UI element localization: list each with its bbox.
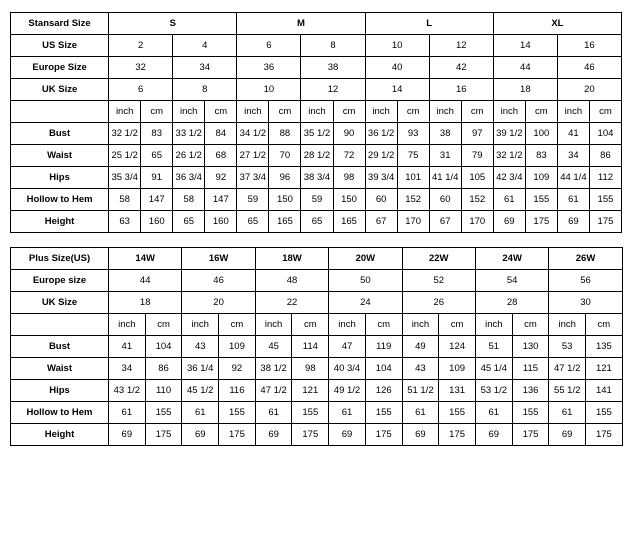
table-cell: 61 [329, 402, 366, 424]
table-cell: 16 [557, 35, 621, 57]
table-cell: 42 [429, 57, 493, 79]
table-cell: 112 [589, 167, 621, 189]
table-cell: 101 [397, 167, 429, 189]
table-cell: 68 [205, 145, 237, 167]
table-cell: 37 3/4 [237, 167, 269, 189]
group-header: 22W [402, 248, 475, 270]
unit-cell: cm [141, 101, 173, 123]
unit-cell: cm [365, 314, 402, 336]
table-cell: 51 [475, 336, 512, 358]
table-cell: 45 [255, 336, 292, 358]
table-row [11, 57, 622, 79]
table-row [11, 358, 623, 380]
table-row [11, 336, 623, 358]
group-header: 16W [182, 248, 255, 270]
table-cell: 55 1/2 [549, 380, 586, 402]
table-cell: 121 [586, 358, 623, 380]
table-cell: 175 [589, 211, 621, 233]
table-cell: 20 [557, 79, 621, 101]
table-cell: 86 [589, 145, 621, 167]
table-cell: 61 [109, 402, 146, 424]
table-cell: 88 [269, 123, 301, 145]
table-cell: 124 [439, 336, 476, 358]
unit-cell: cm [145, 314, 182, 336]
table-cell: 59 [301, 189, 333, 211]
table-cell: 130 [512, 336, 549, 358]
table-cell: 45 1/4 [475, 358, 512, 380]
unit-cell: inch [557, 101, 589, 123]
table-cell: 48 [255, 270, 328, 292]
unit-cell: inch [402, 314, 439, 336]
table-cell: 116 [219, 380, 256, 402]
table-cell: 43 [402, 358, 439, 380]
table-cell: 175 [292, 424, 329, 446]
table-cell: 41 [109, 336, 146, 358]
table-cell: 141 [586, 380, 623, 402]
unit-cell: inch [475, 314, 512, 336]
table-cell: 53 1/2 [475, 380, 512, 402]
table-cell: 114 [292, 336, 329, 358]
table-row [11, 402, 623, 424]
row-label: Height [11, 424, 109, 446]
table-cell: 109 [219, 336, 256, 358]
table-cell: 155 [292, 402, 329, 424]
table-cell: 28 1/2 [301, 145, 333, 167]
table-cell: 51 1/2 [402, 380, 439, 402]
table-cell: 170 [397, 211, 429, 233]
table-cell: 69 [549, 424, 586, 446]
table-cell: 42 3/4 [493, 167, 525, 189]
table-cell: 28 [475, 292, 548, 314]
table-cell: 152 [397, 189, 429, 211]
table-cell: 131 [439, 380, 476, 402]
table-cell: 104 [145, 336, 182, 358]
table-cell: 175 [219, 424, 256, 446]
table-cell: 69 [182, 424, 219, 446]
row-label: Waist [11, 358, 109, 380]
unit-cell: inch [182, 314, 219, 336]
table-cell: 49 [402, 336, 439, 358]
table-cell: 40 3/4 [329, 358, 366, 380]
row-label: Bust [11, 123, 109, 145]
row-label: Europe Size [11, 57, 109, 79]
table-row [11, 167, 622, 189]
table-cell: 155 [586, 402, 623, 424]
table-row [11, 248, 623, 270]
table-cell: 35 1/2 [301, 123, 333, 145]
row-label: US Size [11, 35, 109, 57]
table-row [11, 145, 622, 167]
table-cell: 98 [333, 167, 365, 189]
table-cell: 47 [329, 336, 366, 358]
table-cell: 105 [461, 167, 493, 189]
row-label: Bust [11, 336, 109, 358]
row-label: Hips [11, 167, 109, 189]
table-cell: 8 [301, 35, 365, 57]
table-cell: 150 [269, 189, 301, 211]
table-cell: 18 [109, 292, 182, 314]
unit-cell: cm [205, 101, 237, 123]
table-cell: 69 [329, 424, 366, 446]
table-cell: 34 [109, 358, 146, 380]
unit-cell: cm [589, 101, 621, 123]
group-header: S [109, 13, 237, 35]
table-cell: 98 [292, 358, 329, 380]
table-cell: 170 [461, 211, 493, 233]
unit-cell: inch [429, 101, 461, 123]
table-row [11, 123, 622, 145]
row-label: UK Size [11, 292, 109, 314]
row-label [11, 314, 109, 336]
table-cell: 24 [329, 292, 402, 314]
table-cell: 32 1/2 [109, 123, 141, 145]
table-cell: 69 [255, 424, 292, 446]
unit-cell: inch [329, 314, 366, 336]
table-cell: 31 [429, 145, 461, 167]
row-label: Waist [11, 145, 109, 167]
table-cell: 61 [475, 402, 512, 424]
table-cell: 93 [397, 123, 429, 145]
table-cell: 70 [269, 145, 301, 167]
unit-cell: inch [301, 101, 333, 123]
unit-cell: inch [109, 314, 146, 336]
unit-cell: inch [237, 101, 269, 123]
plus-size-table [10, 247, 623, 446]
table-cell: 110 [145, 380, 182, 402]
table-cell: 60 [365, 189, 397, 211]
table-cell: 36 1/2 [365, 123, 397, 145]
table-cell: 175 [365, 424, 402, 446]
table-cell: 61 [493, 189, 525, 211]
table-cell: 27 1/2 [237, 145, 269, 167]
row-label: Hollow to Hem [11, 189, 109, 211]
table-cell: 2 [109, 35, 173, 57]
table-cell: 10 [237, 79, 301, 101]
group-header: 20W [329, 248, 402, 270]
table-cell: 12 [429, 35, 493, 57]
table-cell: 147 [141, 189, 173, 211]
group-header: XL [493, 13, 621, 35]
table-cell: 45 1/2 [182, 380, 219, 402]
table-cell: 61 [549, 402, 586, 424]
table-cell: 155 [525, 189, 557, 211]
table-cell: 53 [549, 336, 586, 358]
table-cell: 38 [301, 57, 365, 79]
table-cell: 58 [173, 189, 205, 211]
table-cell: 49 1/2 [329, 380, 366, 402]
table-cell: 32 [109, 57, 173, 79]
group-header: 26W [549, 248, 622, 270]
table-cell: 61 [402, 402, 439, 424]
table-row [11, 79, 622, 101]
table-cell: 34 [173, 57, 237, 79]
table-cell: 83 [525, 145, 557, 167]
table-cell: 16 [429, 79, 493, 101]
table-cell: 69 [402, 424, 439, 446]
table-cell: 86 [145, 358, 182, 380]
table-cell: 26 [402, 292, 475, 314]
unit-cell: inch [549, 314, 586, 336]
group-header: M [237, 13, 365, 35]
unit-row [11, 314, 623, 336]
table-cell: 135 [586, 336, 623, 358]
table-cell: 175 [586, 424, 623, 446]
row-label: Hips [11, 380, 109, 402]
unit-cell: cm [269, 101, 301, 123]
table-cell: 46 [182, 270, 255, 292]
table-cell: 56 [549, 270, 622, 292]
row-label: UK Size [11, 79, 109, 101]
standard-size-table [10, 12, 622, 233]
table-cell: 6 [109, 79, 173, 101]
table-cell: 12 [301, 79, 365, 101]
table-cell: 65 [301, 211, 333, 233]
table-cell: 155 [439, 402, 476, 424]
unit-cell: inch [109, 101, 141, 123]
table-cell: 61 [255, 402, 292, 424]
table-cell: 91 [141, 167, 173, 189]
table-cell: 10 [365, 35, 429, 57]
unit-cell: inch [255, 314, 292, 336]
table-cell: 97 [461, 123, 493, 145]
table-row [11, 13, 622, 35]
table-cell: 36 3/4 [173, 167, 205, 189]
table-cell: 160 [141, 211, 173, 233]
table-cell: 115 [512, 358, 549, 380]
table-cell: 38 1/2 [255, 358, 292, 380]
table-cell: 47 1/2 [549, 358, 586, 380]
table-row [11, 270, 623, 292]
table-cell: 43 1/2 [109, 380, 146, 402]
table-cell: 44 [493, 57, 557, 79]
group-header: 18W [255, 248, 328, 270]
table-cell: 34 1/2 [237, 123, 269, 145]
table-cell: 65 [173, 211, 205, 233]
table-cell: 136 [512, 380, 549, 402]
unit-cell: cm [292, 314, 329, 336]
table-cell: 155 [512, 402, 549, 424]
table-cell: 4 [173, 35, 237, 57]
table-cell: 175 [512, 424, 549, 446]
table-cell: 60 [429, 189, 461, 211]
table-cell: 39 1/2 [493, 123, 525, 145]
table-cell: 52 [402, 270, 475, 292]
table-cell: 41 [557, 123, 589, 145]
table-cell: 54 [475, 270, 548, 292]
table-cell: 104 [589, 123, 621, 145]
unit-cell: cm [333, 101, 365, 123]
unit-cell: cm [586, 314, 623, 336]
table-cell: 67 [429, 211, 461, 233]
table-cell: 40 [365, 57, 429, 79]
table-row [11, 292, 623, 314]
table-cell: 165 [333, 211, 365, 233]
group-header: L [365, 13, 493, 35]
table-cell: 104 [365, 358, 402, 380]
table-cell: 72 [333, 145, 365, 167]
table-cell: 92 [205, 167, 237, 189]
unit-cell: inch [365, 101, 397, 123]
table-cell: 147 [205, 189, 237, 211]
table-cell: 165 [269, 211, 301, 233]
table-cell: 43 [182, 336, 219, 358]
table-cell: 100 [525, 123, 557, 145]
table-row [11, 424, 623, 446]
table-cell: 63 [109, 211, 141, 233]
table-cell: 38 3/4 [301, 167, 333, 189]
corner-header: Plus Size(US) [11, 248, 109, 270]
table-cell: 92 [219, 358, 256, 380]
table-cell: 84 [205, 123, 237, 145]
table-cell: 75 [397, 145, 429, 167]
table-cell: 36 [237, 57, 301, 79]
table-cell: 83 [141, 123, 173, 145]
table-row [11, 189, 622, 211]
table-cell: 69 [109, 424, 146, 446]
table-row [11, 35, 622, 57]
table-cell: 90 [333, 123, 365, 145]
table-cell: 41 1/4 [429, 167, 461, 189]
table-cell: 69 [493, 211, 525, 233]
group-header: 14W [109, 248, 182, 270]
table-cell: 34 [557, 145, 589, 167]
table-cell: 26 1/2 [173, 145, 205, 167]
table-cell: 69 [475, 424, 512, 446]
table-cell: 175 [525, 211, 557, 233]
table-cell: 8 [173, 79, 237, 101]
table-cell: 61 [182, 402, 219, 424]
unit-cell: cm [397, 101, 429, 123]
unit-cell: cm [512, 314, 549, 336]
table-cell: 61 [557, 189, 589, 211]
table-cell: 14 [493, 35, 557, 57]
table-cell: 121 [292, 380, 329, 402]
table-cell: 39 3/4 [365, 167, 397, 189]
row-label: Height [11, 211, 109, 233]
row-label: Hollow to Hem [11, 402, 109, 424]
table-cell: 175 [439, 424, 476, 446]
table-cell: 155 [219, 402, 256, 424]
table-cell: 14 [365, 79, 429, 101]
unit-cell: cm [461, 101, 493, 123]
table-cell: 20 [182, 292, 255, 314]
table-cell: 30 [549, 292, 622, 314]
table-cell: 38 [429, 123, 461, 145]
table-cell: 25 1/2 [109, 145, 141, 167]
table-cell: 33 1/2 [173, 123, 205, 145]
table-cell: 126 [365, 380, 402, 402]
table-cell: 29 1/2 [365, 145, 397, 167]
row-label [11, 101, 109, 123]
table-cell: 44 1/4 [557, 167, 589, 189]
table-cell: 109 [439, 358, 476, 380]
table-cell: 36 1/4 [182, 358, 219, 380]
corner-header: Stansard Size [11, 13, 109, 35]
unit-cell: cm [439, 314, 476, 336]
table-cell: 155 [145, 402, 182, 424]
table-cell: 32 1/2 [493, 145, 525, 167]
table-cell: 155 [365, 402, 402, 424]
table-cell: 96 [269, 167, 301, 189]
row-label: Europe size [11, 270, 109, 292]
table-cell: 58 [109, 189, 141, 211]
table-cell: 47 1/2 [255, 380, 292, 402]
table-row [11, 380, 623, 402]
table-cell: 150 [333, 189, 365, 211]
unit-cell: cm [219, 314, 256, 336]
unit-row [11, 101, 622, 123]
unit-cell: inch [173, 101, 205, 123]
table-cell: 59 [237, 189, 269, 211]
table-cell: 44 [109, 270, 182, 292]
table-cell: 65 [141, 145, 173, 167]
table-cell: 18 [493, 79, 557, 101]
table-cell: 50 [329, 270, 402, 292]
table-cell: 46 [557, 57, 621, 79]
table-cell: 6 [237, 35, 301, 57]
table-cell: 35 3/4 [109, 167, 141, 189]
table-cell: 109 [525, 167, 557, 189]
table-cell: 67 [365, 211, 397, 233]
table-cell: 65 [237, 211, 269, 233]
table-row [11, 211, 622, 233]
unit-cell: cm [525, 101, 557, 123]
table-cell: 119 [365, 336, 402, 358]
unit-cell: inch [493, 101, 525, 123]
table-cell: 160 [205, 211, 237, 233]
table-gap [10, 233, 622, 247]
table-cell: 79 [461, 145, 493, 167]
table-cell: 175 [145, 424, 182, 446]
table-cell: 22 [255, 292, 328, 314]
group-header: 24W [475, 248, 548, 270]
table-cell: 152 [461, 189, 493, 211]
table-cell: 155 [589, 189, 621, 211]
table-cell: 69 [557, 211, 589, 233]
